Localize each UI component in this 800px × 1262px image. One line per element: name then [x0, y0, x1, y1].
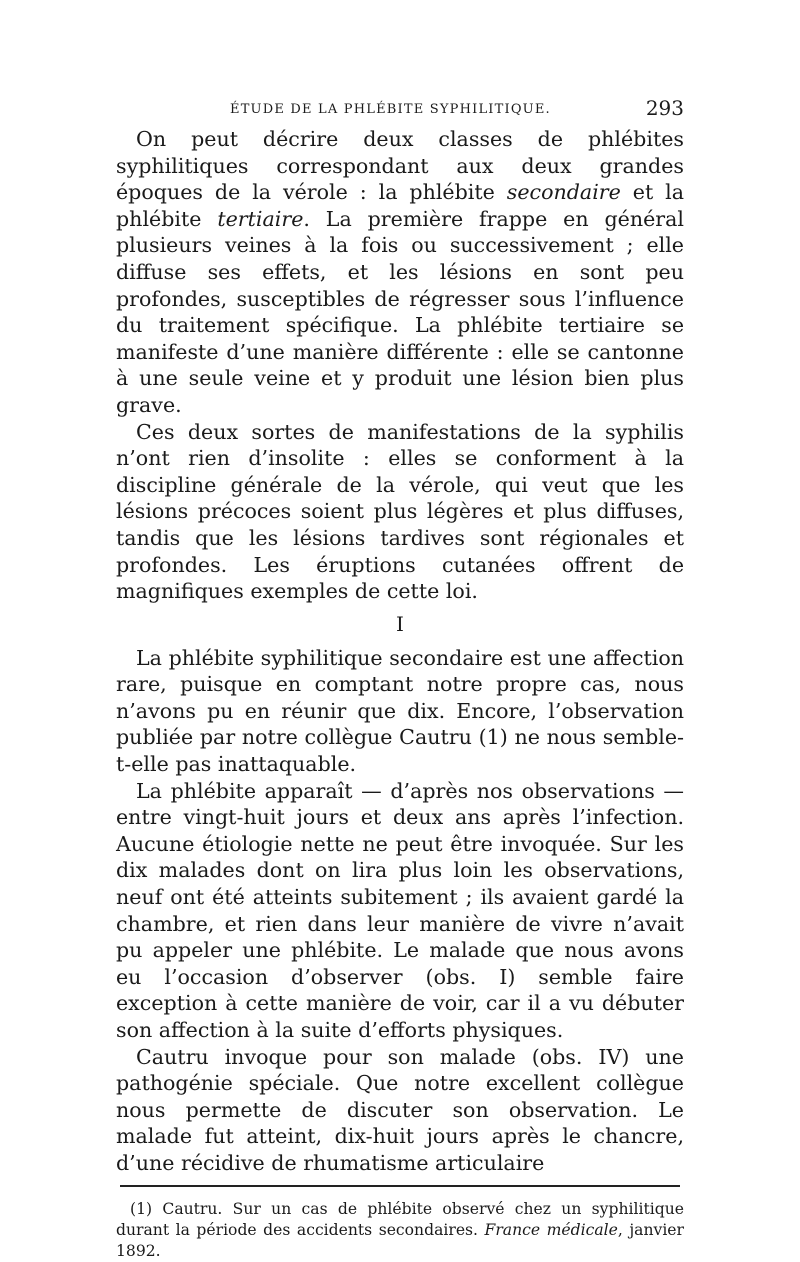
footnote-divider — [120, 1185, 680, 1187]
footnote — [116, 1199, 684, 1262]
book-page — [116, 96, 684, 1262]
term-secondaire: secondaire — [506, 180, 621, 205]
paragraph-5: Cautru invoque pour son malade (obs. IV) une pathogénie spéciale. Que notre excellent collègue nous permette de discuter son observation. Le malade fut atteint, dix-huit jours après le chancre, d’une récidive de rhumatisme articulaire — [116, 1044, 684, 1175]
paragraph-1 — [116, 126, 684, 419]
footnote-text-c: , janvier 1892. — [116, 1220, 684, 1260]
page-number: 293 — [645, 96, 684, 120]
term-tertiaire: tertiaire — [217, 206, 304, 231]
paragraph-3: La phlébite syphilitique secondaire est une affection rare, puisque en comptant notre propre cas, nous n’avons pu en réunir que dix. Encore, l’observation publiée par notre collègue Cautru (1) ne nous semble-t-elle pas inattaquable. — [116, 645, 684, 777]
footnote-text-a: (1) Cautru. Sur un cas de phlébite observé chez un syphilitique durant la période des accidents secondaires. — [116, 1199, 684, 1239]
paragraph-2: Ces deux sortes de manifestations de la syphilis n’ont rien d’insolite : elles se conforment à la discipline générale de la vérole, qui veut que les lésions précoces soient plus légères et plus diffuses, tandis que les lésions tardives sont régionales et profondes. Les éruptions cutanées offrent de magnifiques exemples de cette loi. — [116, 419, 684, 604]
section-numeral: I — [396, 611, 404, 636]
paragraph-4: La phlébite apparaît — d’après nos observations — entre vingt-huit jours et deux ans après l’infection. Aucune étiologie nette ne peut être invoquée. Sur les dix malades dont on lira plus loin les observations, neuf ont été atteints subitement ; ils avaient gardé la chambre, et rien dans leur manière de vivre n’avait pu appeler une phlébite. Le malade que nous avons eu l’occasion d’observer (obs. I) semble faire exception à cette manière de voir, car il a vu débuter son affection à la suite d’efforts physiques. — [116, 778, 684, 1042]
paragraph-1-text-a: On peut décrire deux classes de phlébites syphilitiques correspondant aux deux grandes époques de la vérole : la phlébite — [116, 127, 684, 205]
running-title: ÉTUDE DE LA PHLÉBITE SYPHILITIQUE. — [230, 102, 551, 117]
paragraph-1-text-c: et la phlébite — [116, 180, 685, 231]
footnote-journal: France médicale — [484, 1220, 618, 1239]
running-head — [116, 96, 684, 126]
paragraph-1-text-e: . La première frappe en général plusieurs veines à la fois ou successivement ; elle diffuse ses effets, et les lésions en sont peu profondes, susceptibles de régresser sous l’influence du traitement spécifique. La phlébite tertiaire se manifeste d’une manière différente : elle se cantonne à une seule veine et y produit une lésion bien plus grave. — [116, 206, 684, 417]
body-text — [116, 126, 684, 1177]
